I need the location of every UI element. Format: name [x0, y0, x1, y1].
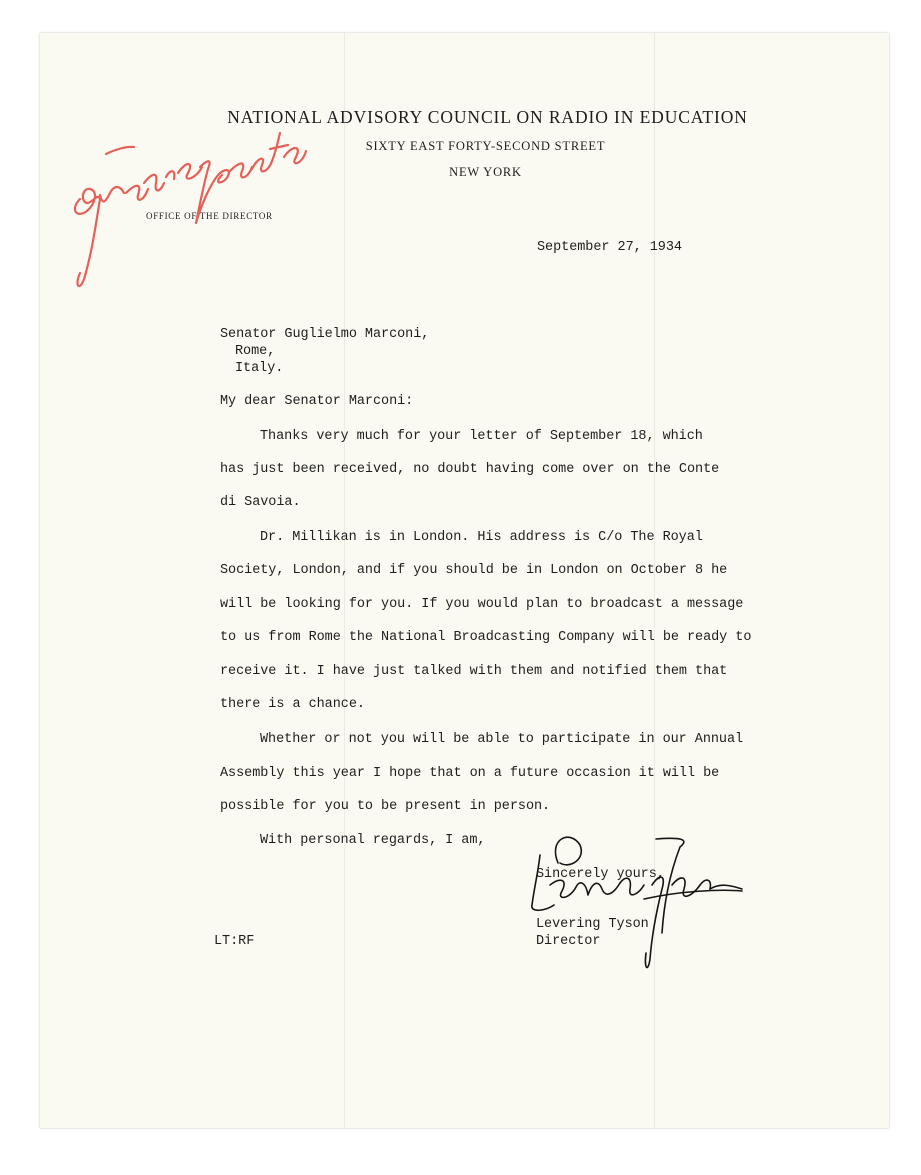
letterhead-title: NATIONAL ADVISORY COUNCIL ON RADIO IN EDUCATION: [227, 107, 748, 127]
handwritten-annotation: [40, 33, 889, 1128]
paragraph-line: Dr. Millikan is in London. His address is C/o The Royal: [260, 530, 703, 545]
paragraph-line: Whether or not you will be able to participate in our Annual: [260, 732, 744, 747]
letterhead-city: NEW YORK: [449, 165, 522, 179]
office-label: OFFICE OF THE DIRECTOR: [146, 211, 273, 221]
typist-initials: LT:RF: [214, 934, 255, 949]
paragraph-line: has just been received, no doubt having come over on the Conte: [220, 462, 720, 477]
fold-line: [344, 33, 345, 1128]
recipient-line: Rome,: [235, 344, 276, 359]
salutation: My dear Senator Marconi:: [220, 394, 414, 409]
signer-title: Director: [536, 934, 601, 949]
paragraph-line: Society, London, and if you should be in London on October 8 he: [220, 563, 728, 578]
paragraph-line: receive it. I have just talked with them and notified them that: [220, 664, 728, 679]
paragraph-line: there is a chance.: [220, 697, 365, 712]
paragraph-line: to us from Rome the National Broadcasting Company will be ready to: [220, 630, 752, 645]
paragraph-line: Thanks very much for your letter of September 18, which: [260, 429, 703, 444]
paragraph-line: possible for you to be present in person.: [220, 799, 551, 814]
signature: [40, 33, 889, 1128]
closing: Sincerely yours,: [536, 867, 665, 882]
paragraph-line: Assembly this year I hope that on a future occasion it will be: [220, 766, 720, 781]
signer-name: Levering Tyson: [536, 917, 649, 932]
letterhead-address: SIXTY EAST FORTY-SECOND STREET: [365, 139, 606, 153]
fold-line: [654, 33, 655, 1128]
paragraph-line: di Savoia.: [220, 495, 301, 510]
recipient-line: Senator Guglielmo Marconi,: [220, 327, 430, 342]
letter-date: September 27, 1934: [537, 240, 682, 255]
paragraph-line: With personal regards, I am,: [260, 833, 486, 848]
letter-page: [40, 33, 889, 1128]
paragraph-line: will be looking for you. If you would plan to broadcast a message: [220, 597, 744, 612]
recipient-line: Italy.: [235, 361, 284, 376]
